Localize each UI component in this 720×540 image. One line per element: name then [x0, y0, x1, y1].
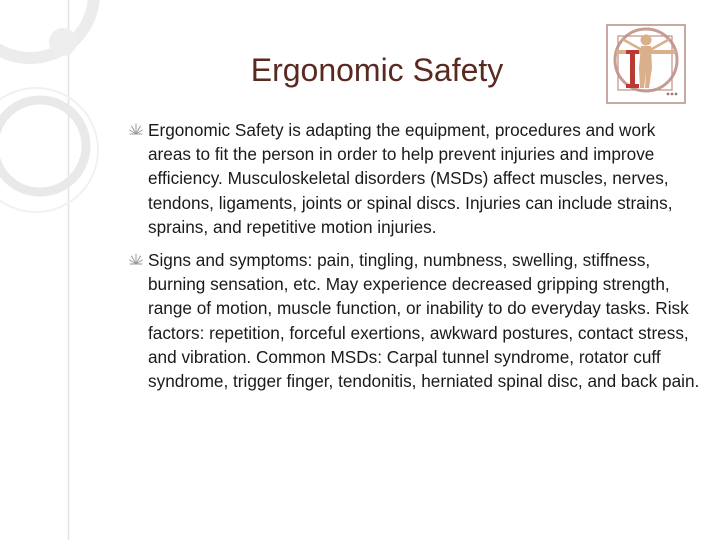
vitruvian-man-icon — [604, 22, 688, 106]
bullet-text: Ergonomic Safety is adapting the equipment, procedures and work areas to fit the person in order to help prevent injuries and improve efficiency. Musculoskeletal disorders (MSDs) affect muscles, nerves, tendons, ligaments, joints or spinal discs. Injuries can include strains, sprains, and repetitive motion injuries. — [148, 120, 673, 237]
sunburst-bullet-icon — [128, 122, 144, 136]
decor-ring-large — [0, 0, 94, 58]
slide-title: Ergonomic Safety — [250, 52, 504, 88]
sunburst-bullet-icon — [128, 252, 144, 266]
bullet-item — [128, 248, 702, 393]
bullet-text: Signs and symptoms: pain, tingling, numbness, swelling, stiffness, burning sensation, etc. May experience decreased gripping strength, range of motion, muscle function, or inability to do everyday tasks. Risk factors: repetition, forceful exertions, awkward postures, contact stress, and vibration. Common MSDs: Carpal tunnel syndrome, rotator cuff syndrome, trigger finger, tendonitis, herniated spinal disc, and back pain. — [148, 250, 700, 392]
decor-dot — [49, 28, 77, 56]
bullet-list — [128, 118, 702, 402]
bullet-item — [128, 118, 702, 239]
decor-ring-medium — [0, 100, 86, 192]
